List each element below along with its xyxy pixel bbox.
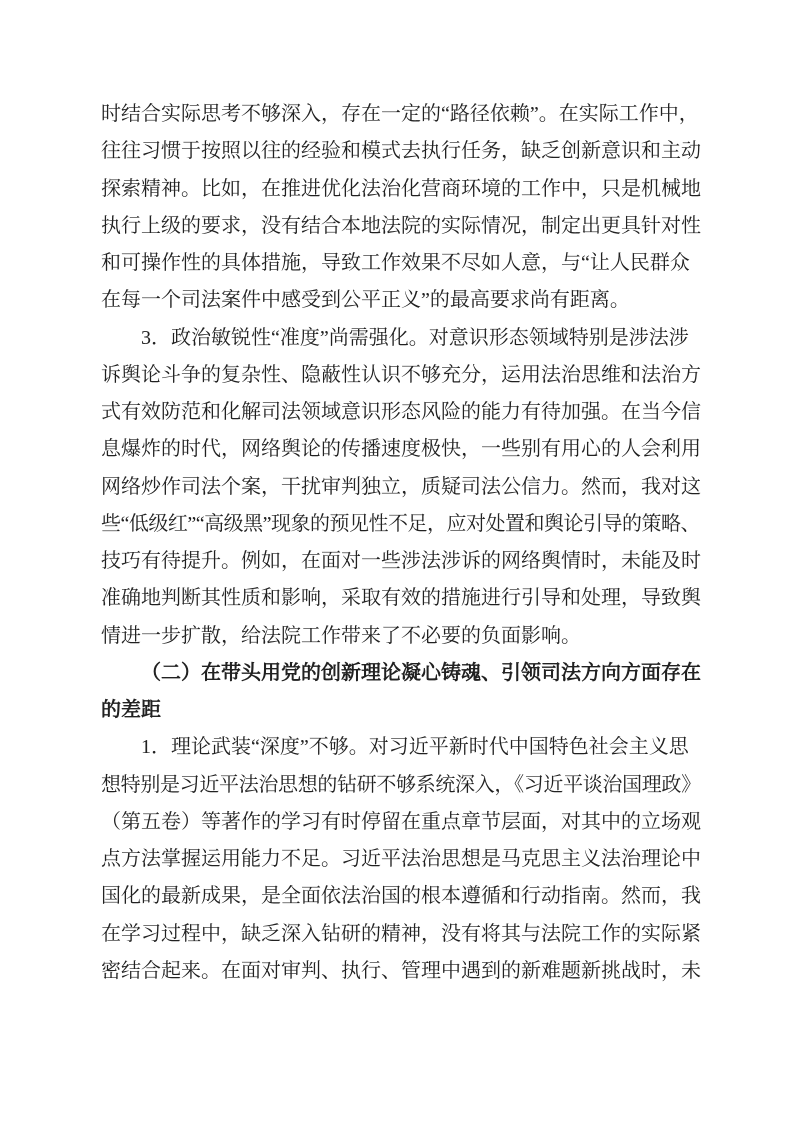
text-line: 些“低级红”“高级黑”现象的预见性不足，应对处置和舆论引导的策略、 [101, 512, 701, 535]
text-line: 1．理论武装“深度”不够。对习近平新时代中国特色社会主义思 [141, 736, 689, 759]
text-line: 息爆炸的时代，网络舆论的传播速度极快，一些别有用心的人会利用 [101, 438, 701, 461]
page-text-block [101, 96, 701, 990]
text-line: 往往习惯于按照以往的经验和模式去执行任务，缺乏创新意识和主动 [101, 140, 701, 163]
paragraph-theory-armament [101, 729, 701, 990]
text-line: 点方法掌握运用能力不足。习近平法治思想是马克思主义法治理论中 [101, 848, 701, 870]
text-line: 准确地判断其性质和影响，采取有效的措施进行引导和处理，导致舆 [101, 587, 701, 610]
paragraph-political-acuity [101, 320, 701, 655]
text-line: 式有效防范和化解司法领域意识形态风险的能力有待加强。在当今信 [101, 401, 701, 423]
text-line: 时结合实际思考不够深入，存在一定的“路径依赖”。在实际工作中， [101, 103, 699, 125]
text-line: （第五卷）等著作的学习有时停留在重点章节层面，对其中的立场观 [101, 810, 701, 833]
text-line: 和可操作性的具体措施，导致工作效果不尽如人意，与“让人民群众 [101, 252, 690, 274]
text-line: 网络炒作司法个案，干扰审判独立，质疑司法公信力。然而，我对这 [101, 475, 701, 498]
heading-section-two [101, 655, 701, 730]
text-line: 探索精神。比如，在推进优化法治化营商环境的工作中，只是机械地 [101, 177, 701, 200]
text-line: 3．政治敏锐性“准度”尚需强化。对意识形态领域特别是涉法涉 [141, 326, 689, 349]
text-line: 密结合起来。在面对审判、执行、管理中遇到的新难题新挑战时，未 [101, 959, 701, 982]
text-line: 在学习过程中，缺乏深入钻研的精神，没有将其与法院工作的实际紧 [101, 922, 701, 945]
text-line: 国化的最新成果，是全面依法治国的根本遵循和行动指南。然而，我 [101, 885, 701, 908]
text-line: 技巧有待提升。例如，在面对一些涉法涉诉的网络舆情时，未能及时 [101, 550, 701, 572]
text-line: 在每一个司法案件中感受到公平正义”的最高要求尚有距离。 [101, 289, 630, 312]
text-line: （二）在带头用党的创新理论凝心铸魂、引领司法方向方面存在 [141, 661, 701, 684]
text-line: 情进一步扩散，给法院工作带来了不必要的负面影响。 [101, 624, 581, 647]
text-line: 想特别是习近平法治思想的钻研不够系统深入，《习近平谈治国理政》 [101, 773, 701, 796]
text-line: 的差距 [101, 699, 161, 721]
paragraph-path-dependence [101, 96, 701, 320]
text-line: 诉舆论斗争的复杂性、隐蔽性认识不够充分，运用法治思维和法治方 [101, 363, 701, 386]
text-line: 执行上级的要求，没有结合本地法院的实际情况，制定出更具针对性 [101, 214, 701, 237]
